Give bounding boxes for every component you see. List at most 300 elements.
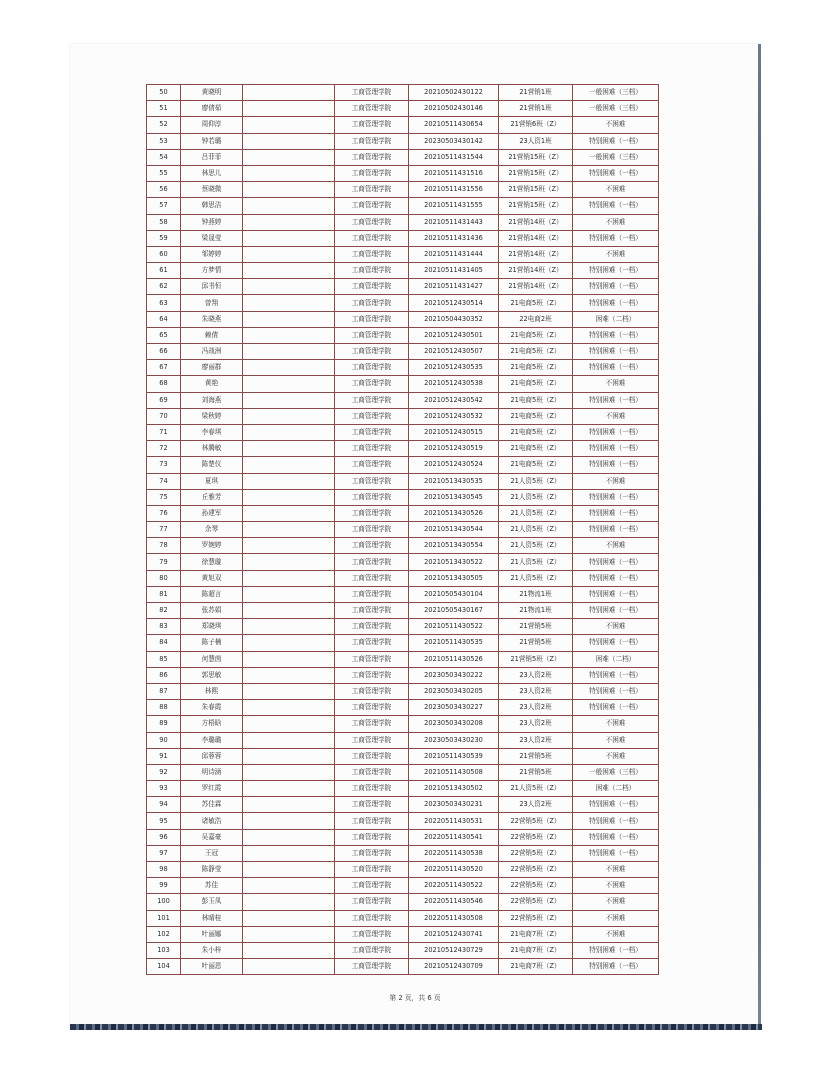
row-number: 79 bbox=[147, 554, 181, 570]
student-id: 20210511430508 bbox=[409, 764, 499, 780]
class-cell: 21营销14班（Z） bbox=[499, 214, 573, 230]
class-cell: 23人资2班 bbox=[499, 700, 573, 716]
blank-cell bbox=[243, 683, 335, 699]
student-name: 陈子楠 bbox=[181, 635, 243, 651]
college-cell: 工商管理学院 bbox=[335, 101, 409, 117]
table-row bbox=[147, 149, 659, 165]
difficulty-level: 特别困难（一档） bbox=[573, 813, 659, 829]
class-cell: 21营销15班（Z） bbox=[499, 165, 573, 181]
class-cell: 21营销5班 bbox=[499, 748, 573, 764]
student-id: 20230503430205 bbox=[409, 683, 499, 699]
student-name: 朱春霞 bbox=[181, 700, 243, 716]
table-row bbox=[147, 214, 659, 230]
row-number: 83 bbox=[147, 619, 181, 635]
table-row bbox=[147, 165, 659, 181]
student-name: 孙建军 bbox=[181, 505, 243, 521]
blank-cell bbox=[243, 344, 335, 360]
scan-edge-right bbox=[758, 44, 761, 1029]
class-cell: 21营销15班（Z） bbox=[499, 149, 573, 165]
row-number: 58 bbox=[147, 214, 181, 230]
table-row bbox=[147, 263, 659, 279]
blank-cell bbox=[243, 327, 335, 343]
table-row bbox=[147, 748, 659, 764]
student-id: 20210511430526 bbox=[409, 651, 499, 667]
student-name: 邱书恒 bbox=[181, 279, 243, 295]
table-row bbox=[147, 942, 659, 958]
table-row bbox=[147, 878, 659, 894]
student-id: 20210511430535 bbox=[409, 635, 499, 651]
student-name: 彭玉凤 bbox=[181, 894, 243, 910]
student-name: 林晴桂 bbox=[181, 910, 243, 926]
student-id: 20220511430508 bbox=[409, 910, 499, 926]
college-cell: 工商管理学院 bbox=[335, 85, 409, 101]
college-cell: 工商管理学院 bbox=[335, 149, 409, 165]
blank-cell bbox=[243, 133, 335, 149]
student-name: 钟若璐 bbox=[181, 133, 243, 149]
student-id: 20210511430539 bbox=[409, 748, 499, 764]
student-id: 20210502430122 bbox=[409, 85, 499, 101]
college-cell: 工商管理学院 bbox=[335, 716, 409, 732]
student-name: 徐慧璇 bbox=[181, 554, 243, 570]
row-number: 96 bbox=[147, 829, 181, 845]
table-row bbox=[147, 586, 659, 602]
student-id: 20210512430741 bbox=[409, 926, 499, 942]
student-name: 陈超言 bbox=[181, 586, 243, 602]
row-number: 64 bbox=[147, 311, 181, 327]
student-name: 梁秋婷 bbox=[181, 408, 243, 424]
blank-cell bbox=[243, 781, 335, 797]
blank-cell bbox=[243, 392, 335, 408]
blank-cell bbox=[243, 570, 335, 586]
row-number: 74 bbox=[147, 473, 181, 489]
student-name: 林熙 bbox=[181, 683, 243, 699]
student-id: 20230503430227 bbox=[409, 700, 499, 716]
class-cell: 22营销5班（Z） bbox=[499, 862, 573, 878]
student-id: 20210512430535 bbox=[409, 360, 499, 376]
difficulty-level: 特别困难（一档） bbox=[573, 133, 659, 149]
class-cell: 21人资5班（Z） bbox=[499, 554, 573, 570]
row-number: 87 bbox=[147, 683, 181, 699]
student-id: 20210511431405 bbox=[409, 263, 499, 279]
difficulty-level: 一般困难（三档） bbox=[573, 764, 659, 780]
blank-cell bbox=[243, 295, 335, 311]
table-row bbox=[147, 311, 659, 327]
row-number: 86 bbox=[147, 667, 181, 683]
difficulty-level: 不困难 bbox=[573, 246, 659, 262]
table-row bbox=[147, 327, 659, 343]
class-cell: 21电商7班（Z） bbox=[499, 926, 573, 942]
class-cell: 21营销1班 bbox=[499, 101, 573, 117]
difficulty-level: 特别困难（一档） bbox=[573, 165, 659, 181]
student-name: 余琴 bbox=[181, 522, 243, 538]
row-number: 94 bbox=[147, 797, 181, 813]
student-id: 20210512430542 bbox=[409, 392, 499, 408]
table-row bbox=[147, 392, 659, 408]
class-cell: 21人资5班（Z） bbox=[499, 781, 573, 797]
college-cell: 工商管理学院 bbox=[335, 230, 409, 246]
difficulty-level: 特别困难（一档） bbox=[573, 505, 659, 521]
row-number: 102 bbox=[147, 926, 181, 942]
difficulty-level: 不困难 bbox=[573, 894, 659, 910]
college-cell: 工商管理学院 bbox=[335, 522, 409, 538]
class-cell: 22电商2班 bbox=[499, 311, 573, 327]
student-name: 叶丽恩 bbox=[181, 959, 243, 975]
student-name: 陈楚仪 bbox=[181, 457, 243, 473]
student-id: 20210512430709 bbox=[409, 959, 499, 975]
row-number: 90 bbox=[147, 732, 181, 748]
blank-cell bbox=[243, 101, 335, 117]
student-table bbox=[146, 84, 659, 975]
difficulty-level: 特别困难（一档） bbox=[573, 635, 659, 651]
student-id: 20220511430538 bbox=[409, 845, 499, 861]
table-row bbox=[147, 862, 659, 878]
college-cell: 工商管理学院 bbox=[335, 344, 409, 360]
student-id: 20210511431436 bbox=[409, 230, 499, 246]
difficulty-level: 特别困难（一档） bbox=[573, 603, 659, 619]
table-row bbox=[147, 182, 659, 198]
table-row bbox=[147, 570, 659, 586]
table-row bbox=[147, 489, 659, 505]
row-number: 76 bbox=[147, 505, 181, 521]
table-row bbox=[147, 764, 659, 780]
student-name: 廖倩茹 bbox=[181, 101, 243, 117]
student-name: 林思儿 bbox=[181, 165, 243, 181]
college-cell: 工商管理学院 bbox=[335, 635, 409, 651]
row-number: 103 bbox=[147, 942, 181, 958]
blank-cell bbox=[243, 457, 335, 473]
student-name: 李春琪 bbox=[181, 424, 243, 440]
student-name: 罗红霞 bbox=[181, 781, 243, 797]
table-row bbox=[147, 101, 659, 117]
table-row bbox=[147, 797, 659, 813]
student-name: 苏佳 bbox=[181, 878, 243, 894]
row-number: 69 bbox=[147, 392, 181, 408]
student-name: 郑晓琪 bbox=[181, 619, 243, 635]
difficulty-level: 一般困难（三档） bbox=[573, 101, 659, 117]
class-cell: 21营销5班 bbox=[499, 764, 573, 780]
table-row bbox=[147, 522, 659, 538]
college-cell: 工商管理学院 bbox=[335, 845, 409, 861]
difficulty-level: 不困难 bbox=[573, 619, 659, 635]
student-name: 王冠 bbox=[181, 845, 243, 861]
college-cell: 工商管理学院 bbox=[335, 959, 409, 975]
student-table-body bbox=[147, 85, 659, 975]
class-cell: 23人资2班 bbox=[499, 683, 573, 699]
student-id: 20230503430231 bbox=[409, 797, 499, 813]
blank-cell bbox=[243, 538, 335, 554]
table-row bbox=[147, 538, 659, 554]
table-row bbox=[147, 845, 659, 861]
student-name: 周仰淳 bbox=[181, 117, 243, 133]
class-cell: 21营销14班（Z） bbox=[499, 246, 573, 262]
blank-cell bbox=[243, 813, 335, 829]
row-number: 66 bbox=[147, 344, 181, 360]
college-cell: 工商管理学院 bbox=[335, 279, 409, 295]
class-cell: 21电商5班（Z） bbox=[499, 376, 573, 392]
class-cell: 21电商5班（Z） bbox=[499, 392, 573, 408]
student-id: 20230503430230 bbox=[409, 732, 499, 748]
difficulty-level: 特别困难（一档） bbox=[573, 424, 659, 440]
class-cell: 21物流1班 bbox=[499, 586, 573, 602]
class-cell: 23人资2班 bbox=[499, 716, 573, 732]
college-cell: 工商管理学院 bbox=[335, 489, 409, 505]
difficulty-level: 特别困难（一档） bbox=[573, 570, 659, 586]
difficulty-level: 特别困难（一档） bbox=[573, 586, 659, 602]
difficulty-level: 特别困难（一档） bbox=[573, 198, 659, 214]
blank-cell bbox=[243, 246, 335, 262]
college-cell: 工商管理学院 bbox=[335, 182, 409, 198]
student-id: 20210512430532 bbox=[409, 408, 499, 424]
student-id: 20210512430538 bbox=[409, 376, 499, 392]
difficulty-level: 一般困难（三档） bbox=[573, 149, 659, 165]
class-cell: 23人资1班 bbox=[499, 133, 573, 149]
table-row bbox=[147, 554, 659, 570]
difficulty-level: 不困难 bbox=[573, 926, 659, 942]
difficulty-level: 不困难 bbox=[573, 910, 659, 926]
row-number: 75 bbox=[147, 489, 181, 505]
table-row bbox=[147, 198, 659, 214]
class-cell: 21电商5班（Z） bbox=[499, 408, 573, 424]
college-cell: 工商管理学院 bbox=[335, 505, 409, 521]
blank-cell bbox=[243, 959, 335, 975]
student-name: 郭思敏 bbox=[181, 667, 243, 683]
student-id: 20210513430526 bbox=[409, 505, 499, 521]
student-name: 方梧晗 bbox=[181, 716, 243, 732]
table-row bbox=[147, 441, 659, 457]
row-number: 91 bbox=[147, 748, 181, 764]
college-cell: 工商管理学院 bbox=[335, 376, 409, 392]
college-cell: 工商管理学院 bbox=[335, 441, 409, 457]
table-row bbox=[147, 926, 659, 942]
class-cell: 21营销5班 bbox=[499, 635, 573, 651]
row-number: 68 bbox=[147, 376, 181, 392]
table-row bbox=[147, 133, 659, 149]
student-name: 廖丽群 bbox=[181, 360, 243, 376]
class-cell: 23人资2班 bbox=[499, 667, 573, 683]
class-cell: 22营销5班（Z） bbox=[499, 813, 573, 829]
student-id: 20230503430222 bbox=[409, 667, 499, 683]
college-cell: 工商管理学院 bbox=[335, 683, 409, 699]
blank-cell bbox=[243, 279, 335, 295]
blank-cell bbox=[243, 311, 335, 327]
difficulty-level: 困难（二档） bbox=[573, 651, 659, 667]
college-cell: 工商管理学院 bbox=[335, 619, 409, 635]
college-cell: 工商管理学院 bbox=[335, 732, 409, 748]
college-cell: 工商管理学院 bbox=[335, 295, 409, 311]
student-id: 20210511431427 bbox=[409, 279, 499, 295]
class-cell: 22营销5班（Z） bbox=[499, 845, 573, 861]
student-id: 20210511431544 bbox=[409, 149, 499, 165]
row-number: 98 bbox=[147, 862, 181, 878]
row-number: 62 bbox=[147, 279, 181, 295]
difficulty-level: 特别困难（一档） bbox=[573, 959, 659, 975]
college-cell: 工商管理学院 bbox=[335, 311, 409, 327]
student-id: 20210513430545 bbox=[409, 489, 499, 505]
college-cell: 工商管理学院 bbox=[335, 781, 409, 797]
college-cell: 工商管理学院 bbox=[335, 894, 409, 910]
table-row bbox=[147, 295, 659, 311]
table-row bbox=[147, 700, 659, 716]
blank-cell bbox=[243, 942, 335, 958]
student-id: 20210513430554 bbox=[409, 538, 499, 554]
class-cell: 21营销14班（Z） bbox=[499, 263, 573, 279]
college-cell: 工商管理学院 bbox=[335, 133, 409, 149]
student-name: 叶丽娜 bbox=[181, 926, 243, 942]
difficulty-level: 特别困难（一档） bbox=[573, 392, 659, 408]
blank-cell bbox=[243, 845, 335, 861]
student-id: 20210513430502 bbox=[409, 781, 499, 797]
difficulty-level: 不困难 bbox=[573, 538, 659, 554]
blank-cell bbox=[243, 214, 335, 230]
table-row bbox=[147, 619, 659, 635]
blank-cell bbox=[243, 489, 335, 505]
table-row bbox=[147, 117, 659, 133]
student-name: 梁晟莹 bbox=[181, 230, 243, 246]
class-cell: 21营销6班（Z） bbox=[499, 117, 573, 133]
table-row bbox=[147, 279, 659, 295]
student-id: 20210511431516 bbox=[409, 165, 499, 181]
student-name: 黄艳 bbox=[181, 376, 243, 392]
student-id: 20210511431556 bbox=[409, 182, 499, 198]
student-name: 苏佳霖 bbox=[181, 797, 243, 813]
table-row bbox=[147, 683, 659, 699]
student-name: 何慧茵 bbox=[181, 651, 243, 667]
table-row bbox=[147, 424, 659, 440]
college-cell: 工商管理学院 bbox=[335, 748, 409, 764]
row-number: 54 bbox=[147, 149, 181, 165]
class-cell: 21人资5班（Z） bbox=[499, 538, 573, 554]
row-number: 89 bbox=[147, 716, 181, 732]
college-cell: 工商管理学院 bbox=[335, 408, 409, 424]
student-name: 陈静莹 bbox=[181, 862, 243, 878]
class-cell: 21物流1班 bbox=[499, 603, 573, 619]
difficulty-level: 不困难 bbox=[573, 878, 659, 894]
student-id: 20210505430167 bbox=[409, 603, 499, 619]
difficulty-level: 特别困难（一档） bbox=[573, 522, 659, 538]
blank-cell bbox=[243, 651, 335, 667]
student-id: 20220511430541 bbox=[409, 829, 499, 845]
class-cell: 21营销1班 bbox=[499, 85, 573, 101]
blank-cell bbox=[243, 910, 335, 926]
difficulty-level: 特别困难（一档） bbox=[573, 845, 659, 861]
scan-edge-bottom bbox=[70, 1024, 762, 1030]
class-cell: 21电商5班（Z） bbox=[499, 457, 573, 473]
student-name: 钟燕婷 bbox=[181, 214, 243, 230]
row-number: 60 bbox=[147, 246, 181, 262]
difficulty-level: 特别困难（一档） bbox=[573, 489, 659, 505]
row-number: 61 bbox=[147, 263, 181, 279]
table-row bbox=[147, 716, 659, 732]
student-name: 吴嘉豪 bbox=[181, 829, 243, 845]
row-number: 85 bbox=[147, 651, 181, 667]
table-row bbox=[147, 360, 659, 376]
class-cell: 22营销5班（Z） bbox=[499, 829, 573, 845]
difficulty-level: 特别困难（一档） bbox=[573, 700, 659, 716]
class-cell: 22营销5班（Z） bbox=[499, 910, 573, 926]
student-name: 方梦情 bbox=[181, 263, 243, 279]
row-number: 80 bbox=[147, 570, 181, 586]
difficulty-level: 特别困难（一档） bbox=[573, 230, 659, 246]
class-cell: 21营销5班 bbox=[499, 619, 573, 635]
class-cell: 21电商5班（Z） bbox=[499, 424, 573, 440]
student-id: 20210512430507 bbox=[409, 344, 499, 360]
class-cell: 21人资5班（Z） bbox=[499, 473, 573, 489]
college-cell: 工商管理学院 bbox=[335, 327, 409, 343]
college-cell: 工商管理学院 bbox=[335, 263, 409, 279]
difficulty-level: 不困难 bbox=[573, 117, 659, 133]
college-cell: 工商管理学院 bbox=[335, 214, 409, 230]
row-number: 50 bbox=[147, 85, 181, 101]
page-number: 第 2 页，共 6 页 bbox=[389, 994, 441, 1002]
blank-cell bbox=[243, 700, 335, 716]
blank-cell bbox=[243, 522, 335, 538]
student-id: 20210504430352 bbox=[409, 311, 499, 327]
table-row bbox=[147, 246, 659, 262]
difficulty-level: 特别困难（一档） bbox=[573, 797, 659, 813]
blank-cell bbox=[243, 862, 335, 878]
row-number: 81 bbox=[147, 586, 181, 602]
difficulty-level: 不困难 bbox=[573, 214, 659, 230]
blank-cell bbox=[243, 748, 335, 764]
blank-cell bbox=[243, 505, 335, 521]
blank-cell bbox=[243, 878, 335, 894]
student-name: 李璐璐 bbox=[181, 732, 243, 748]
difficulty-level: 特别困难（一档） bbox=[573, 279, 659, 295]
student-id: 20210512430514 bbox=[409, 295, 499, 311]
table-row bbox=[147, 894, 659, 910]
row-number: 56 bbox=[147, 182, 181, 198]
student-name: 罗婉婷 bbox=[181, 538, 243, 554]
table-row bbox=[147, 959, 659, 975]
blank-cell bbox=[243, 360, 335, 376]
blank-cell bbox=[243, 149, 335, 165]
student-id: 20210513430535 bbox=[409, 473, 499, 489]
blank-cell bbox=[243, 85, 335, 101]
row-number: 63 bbox=[147, 295, 181, 311]
blank-cell bbox=[243, 829, 335, 845]
college-cell: 工商管理学院 bbox=[335, 942, 409, 958]
blank-cell bbox=[243, 619, 335, 635]
blank-cell bbox=[243, 926, 335, 942]
row-number: 101 bbox=[147, 910, 181, 926]
college-cell: 工商管理学院 bbox=[335, 797, 409, 813]
table-row bbox=[147, 732, 659, 748]
row-number: 53 bbox=[147, 133, 181, 149]
college-cell: 工商管理学院 bbox=[335, 667, 409, 683]
table-row bbox=[147, 376, 659, 392]
class-cell: 23人资2班 bbox=[499, 732, 573, 748]
student-id: 20210511431444 bbox=[409, 246, 499, 262]
blank-cell bbox=[243, 117, 335, 133]
class-cell: 21电商5班（Z） bbox=[499, 327, 573, 343]
class-cell: 21电商7班（Z） bbox=[499, 959, 573, 975]
college-cell: 工商管理学院 bbox=[335, 165, 409, 181]
difficulty-level: 特别困难（一档） bbox=[573, 554, 659, 570]
row-number: 71 bbox=[147, 424, 181, 440]
student-id: 20210502430146 bbox=[409, 101, 499, 117]
row-number: 73 bbox=[147, 457, 181, 473]
student-name: 赖倩 bbox=[181, 327, 243, 343]
row-number: 55 bbox=[147, 165, 181, 181]
student-name: 朱晓燕 bbox=[181, 311, 243, 327]
row-number: 57 bbox=[147, 198, 181, 214]
blank-cell bbox=[243, 441, 335, 457]
blank-cell bbox=[243, 263, 335, 279]
class-cell: 21人资5班（Z） bbox=[499, 570, 573, 586]
row-number: 77 bbox=[147, 522, 181, 538]
difficulty-level: 不困难 bbox=[573, 408, 659, 424]
student-id: 20210511430654 bbox=[409, 117, 499, 133]
